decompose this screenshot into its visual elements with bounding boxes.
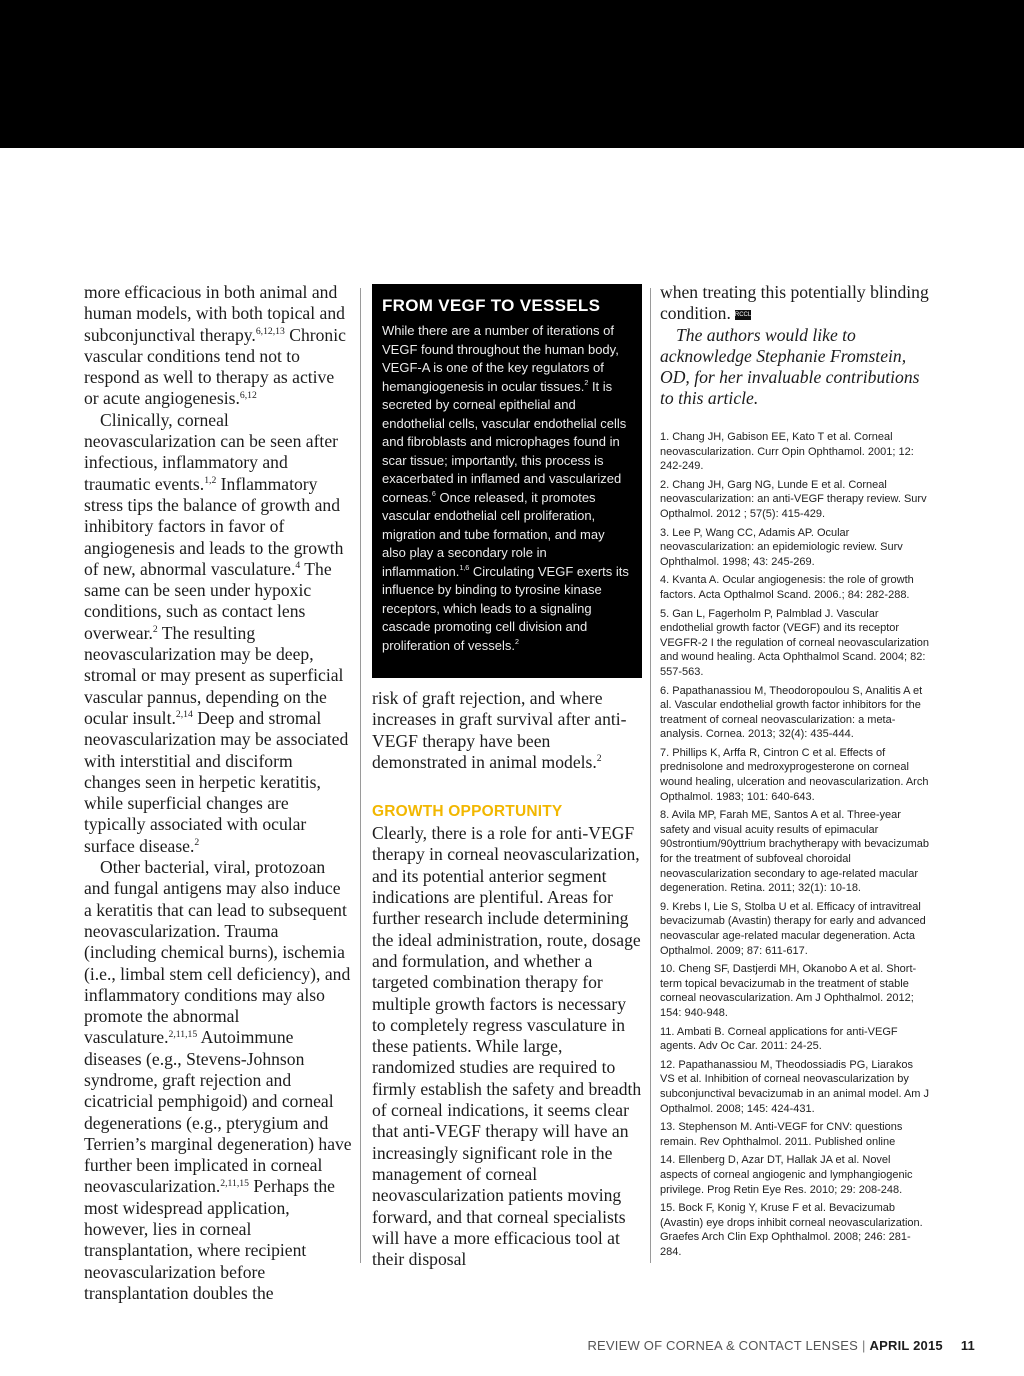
end-mark-icon: RCCL	[734, 312, 752, 319]
column-1	[84, 282, 352, 1304]
reference-item: 3. Lee P, Wang CC, Adamis AP. Ocular neovascularization: an epidemiologic review. Surv Ophthalmol. 1998; 43: 245-269.	[660, 526, 903, 568]
col1-paragraph-1: more efficacious in both animal and human models, with both topical and subconjunctival therapy.$^{6,12,13}$ Chronic vascular conditions tend not to respond as well to therapy as active or acute angiogenesis.$^{6,12}$	[84, 282, 346, 409]
column-2	[372, 688, 642, 1270]
reference-item: 4. Kvanta A. Ocular angiogenesis: the role of growth factors. Acta Opthalmol Scand. 2006.; 84: 282-288.	[660, 574, 914, 601]
reference-item: 10. Cheng SF, Dastjerdi MH, Okanobo A et al. Short-term topical bevacizumab in the treatment of stable corneal neovascularization. Am J Ophthalmol. 2012; 154: 940-948.	[660, 963, 917, 1019]
section-heading: GROWTH OPPORTUNITY	[372, 803, 563, 821]
reference-item: 13. Stephenson M. Anti-VEGF for CNV: questions remain. Rev Ophthalmol. 2011. Published online	[660, 1121, 903, 1148]
reference-item: 14. Ellenberg D, Azar DT, Hallak JA et al. Novel aspects of corneal angiogenic and lymphangiogenic privilege. Prog Retin Eye Res. 2010; 29: 208-248.	[660, 1154, 913, 1196]
reference-item: 2. Chang JH, Garg NG, Lunde E et al. Corneal neovascularization: an anti-VEGF therapy review. Surv Opthalmol. 2012 ; 57(5): 415-429.	[660, 478, 927, 520]
column-divider-1	[360, 288, 361, 1263]
col1-paragraph-2: Clinically, corneal neovascularization can be seen after infectious, inflammatory and traumatic events.$^{1,2}$ Inflammatory stress tips the balance of growth and inhibitory factors in favor of angiogenesis and leads to the growth of new, abnormal vasculature.$^4$ The same can be seen under hypoxic conditions, such as contact lens overwear.$^2$ The resulting neovascularization may be deep, stromal or may present as superficial vascular pannus, depending on the ocular insult.$^{2,14}$ Deep and stromal neovascularization may be associated with interstitial and disciform changes seen in herpetic keratitis, while superficial changes are typically associated with ocular surface disease.$^2$	[84, 409, 349, 856]
reference-item: 8. Avila MP, Farah ME, Santos A et al. Three-year safety and visual acuity results of epimacular 90strontium/90yttrium brachytherapy with bevacizumab for the treatment of subfoveal choroidal neovascularization secondary to age-related macular degeneration. Retina. 2011; 32(1): 10-18.	[660, 809, 930, 895]
col2-paragraph-1: risk of graft rejection, and where increases in graft survival after anti-VEGF therapy have been demonstrated in animal models.$^2$	[372, 688, 627, 772]
sidebar-title: FROM VEGF TO VESSELS	[382, 296, 601, 315]
top-black-banner	[0, 0, 1024, 148]
acknowledgment: The authors would like to acknowledge Stephanie Fromstein, OD, for her invaluable contributions to this article.	[660, 324, 920, 409]
column-3	[660, 282, 930, 410]
reference-item: 5. Gan L, Fagerholm P, Palmblad J. Vascular endothelial growth factor (VEGF) and its receptor VEGFR-2 I the regulation of corneal neovascularization and wound healing. Acta Ophthalmol Scand. 2004; 82: 557-563.	[660, 607, 930, 678]
col2-paragraph-2: Clearly, there is a role for anti-VEGF therapy in corneal neovascularization, and its potential anterior segment indications are plentiful. Areas for further research include determining the ideal administration, route, dosage and formulation, and whether a targeted combination therapy for multiple growth factors is necessary to completely regress vasculature in these patients. While large, randomized studies are required to firmly establish the safety and breadth of corneal indications, it seems clear that anti-VEGF therapy will have an increasingly significant role in the management of corneal neovascularization patients moving forward, and that corneal specialists will have a more efficacious tool at their disposal	[372, 823, 642, 1270]
sidebar-text: While there are a number of iterations of VEGF found throughout the human body, VEGF-A is one of the key regulators of hemangiogenesis in ocular tissues.$^2$ It is secreted by corneal epithelial and endothelial cells, vascular endothelial cells and fibroblasts and microphages found in scar tissue; importantly, this process is exacerbated in inflamed and vascularized corneas.$^6$ Once released, it promotes vascular endothelial cell proliferation, migration and tube formation, and may also play a secondary role in inflammation.$^{1,6}$ Circulating VEGF exerts its influence by binding to tyrosine kinase receptors, which leads to a signaling cascade promoting cell division and proliferation of vessels.$^2$	[382, 323, 629, 653]
reference-item: 1. Chang JH, Gabison EE, Kato T et al. Corneal neovascularization. Curr Opin Ophthamol. 2001; 12: 242-249.	[660, 431, 914, 473]
reference-item: 6. Papathanassiou M, Theodoropoulou S, Analitis A et al. Vascular endothelial growth factor inhibitors for the treatment of corneal neovascularization: a meta-analysis. Cornea. 2013; 32(4): 435-444.	[660, 684, 923, 741]
col1-paragraph-3: Other bacterial, viral, protozoan and fungal antigens may also induce a keratitis that can lead to subsequent neovascularization. Trauma (including chemical burns), ischemia (i.e., limbal stem cell deficiency), and inflammatory conditions may also promote the abnormal vasculature.$^{2,11,15}$ Autoimmune diseases (e.g., Stevens-Johnson syndrome, graft rejection and cicatricial pemphigoid) and corneal degenerations (e.g., pterygium and Terrien’s marginal degeneration) have further been implicated in corneal neovascularization.$^{2,11,15}$ Perhaps the most widespread application, however, lies in corneal transplantation, where recipient neovascularization before transplantation doubles the	[84, 857, 352, 1303]
references-list	[660, 430, 930, 1263]
reference-item: 11. Ambati B. Corneal applications for anti-VEGF agents. Adv Oc Car. 2011: 24-25.	[660, 1025, 898, 1053]
issue-date: APRIL 2015	[869, 1338, 943, 1353]
col3-paragraph-1: when treating this potentially blinding condition. RCCL	[660, 282, 929, 324]
page-footer	[0, 1338, 975, 1353]
reference-item: 7. Phillips K, Arffa R, Cintron C et al. Effects of prednisolone and medroxyprogesterone on corneal wound healing, ulceration and neovascularization. Arch Opthalmol. 1983; 101: 640-643.	[660, 746, 929, 803]
reference-item: 12. Papathanassiou M, Theodossiadis PG, Liarakos VS et al. Inhibition of corneal neovascularization by subconjunctival bevacizumab in an animal model. Am J Opthalmol. 2008; 145: 424-431.	[660, 1058, 930, 1115]
publication-name: REVIEW OF CORNEA & CONTACT LENSES	[587, 1338, 858, 1353]
footer-separator: |	[861, 1338, 866, 1353]
reference-item: 9. Krebs I, Lie S, Stolba U et al. Efficacy of intravitreal bevacizumab (Avastin) therapy for early and advanced neovascular age-related macular degeneration. Acta Opthalmol. 2009; 87: 611-617.	[660, 900, 926, 957]
reference-item: 15. Bock F, Konig Y, Kruse F et al. Bevacizumab (Avastin) eye drops inhibit corneal neovascularization. Graefes Arch Clin Exp Ophthalmol. 2008; 246: 281-284.	[660, 1202, 923, 1258]
sidebar-box	[372, 284, 642, 678]
column-divider-2	[650, 288, 651, 1263]
page-number: 11	[960, 1338, 975, 1353]
